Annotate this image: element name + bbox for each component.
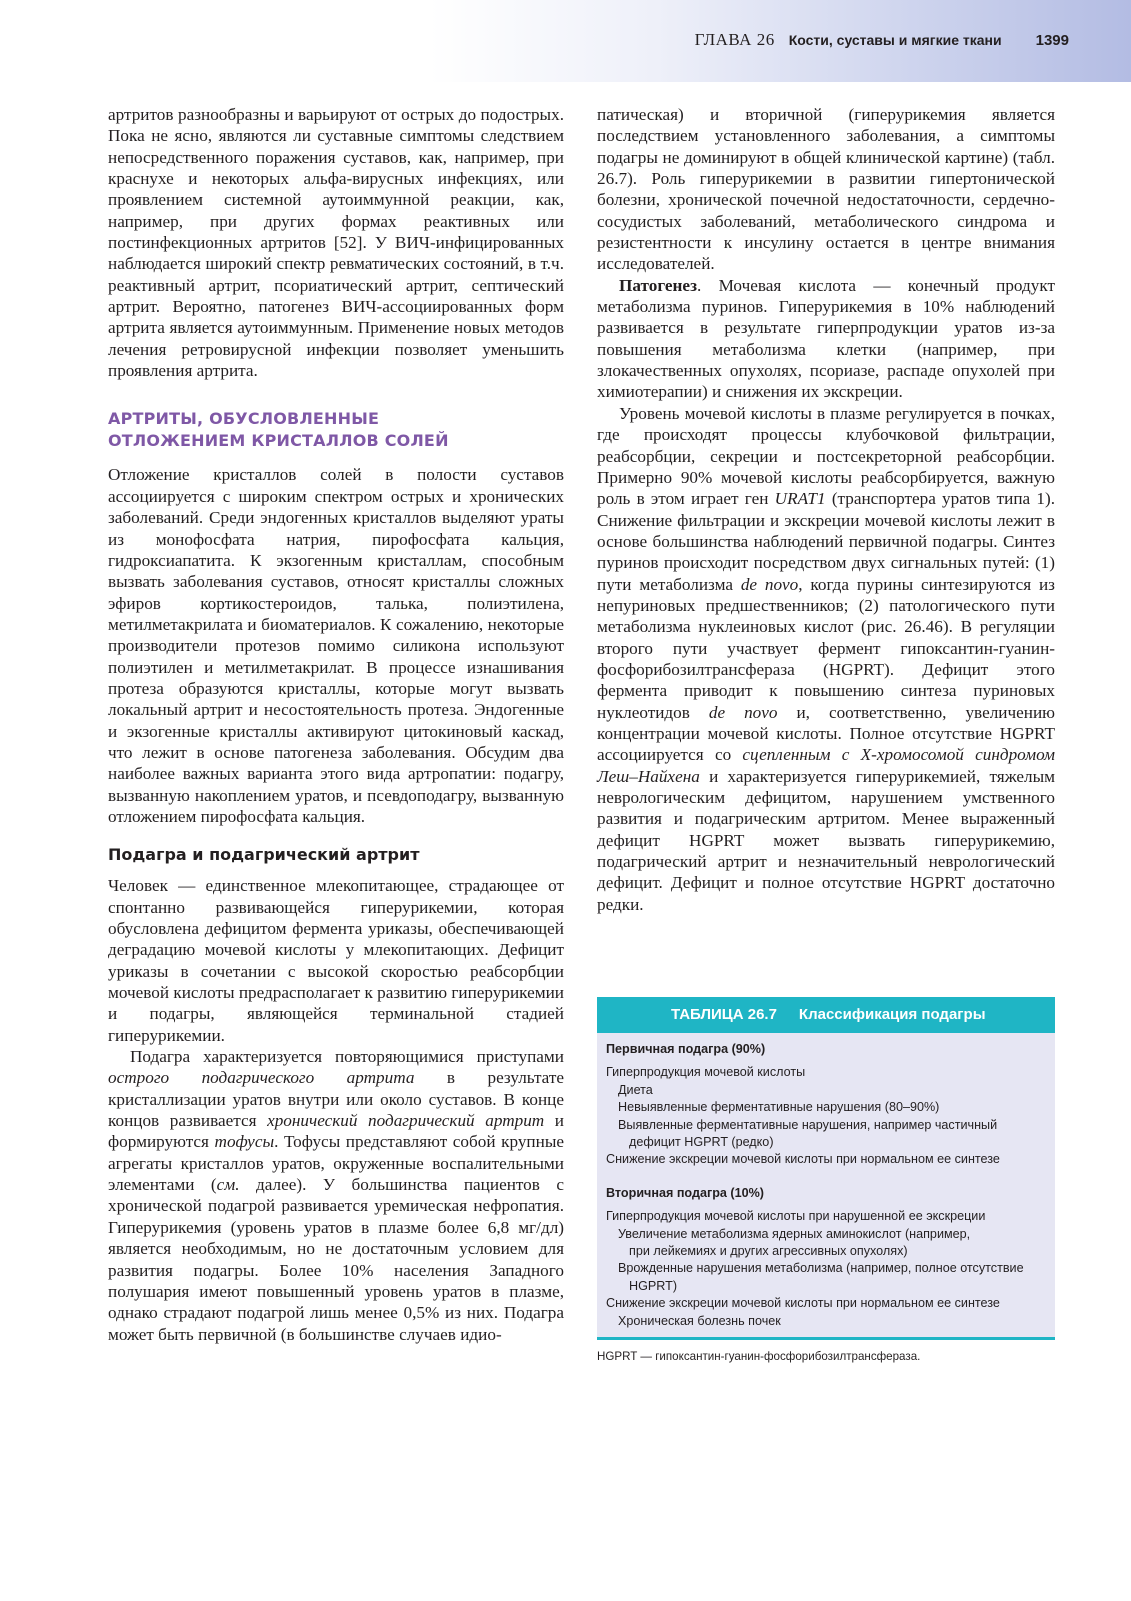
classification-table xyxy=(597,997,1055,1364)
run-in-heading: Патогенез xyxy=(619,275,697,295)
running-header xyxy=(695,30,1069,50)
table-row: HGPRT) xyxy=(629,1278,678,1293)
table-row: Диета xyxy=(618,1082,653,1097)
table-group-heading: Вторичная подагра (10%) xyxy=(606,1185,764,1200)
paragraph: Патогенез. Мочевая кислота — конечный продукт метаболизма пуринов. Гиперурикемия в 10% наблюдений развивается в результате гиперпродукции уратов из-за повышения метаболизма клетки (например, при злокачественных опухолях, псориазе, распаде опухолей при химиотерапии) и снижения их экскреции. xyxy=(597,275,1055,402)
header-chapter: ГЛАВА 26 xyxy=(694,30,775,49)
left-column xyxy=(108,104,564,1345)
table-row: Невыявленные ферментативные нарушения (80–90%) xyxy=(618,1100,940,1115)
table-row: Увеличение метаболизма ядерных аминокислот (например, xyxy=(618,1226,971,1241)
table-label: ТАБЛИЦА 26.7 xyxy=(671,1006,777,1023)
table-row: Выявленные ферментативные нарушения, например частичный xyxy=(618,1117,998,1132)
section-heading-line: АРТРИТЫ, ОБУСЛОВЛЕННЫЕ xyxy=(108,409,380,429)
table-row: Гиперпродукция мочевой кислоты xyxy=(606,1065,806,1080)
table-row: Хроническая болезнь почек xyxy=(618,1313,781,1328)
paragraph: Подагра характеризуется повторяющимися приступами острого подагрического артрита в результате кристаллизации уратов внутри или около суставов. В конце концов развивается хронический подагрический артрит и формируются тофусы. Тофусы представляют собой крупные агрегаты кристаллов уратов, окруженные воспалительными элементами (см. далее). У большинства пациентов с хронической подагрой развивается уремическая нефропатия. Гиперурикемия (уровень уратов в плазме более 6,8 мг/дл) является необходимым, но не достаточным условием для развития подагры. Более 10% населения Западного полушария имеют повышенный уровень уратов в плазме, однако страдают подагрой лишь менее 0,5% из них. Подагра может быть первичной (в большинстве случаев идио- xyxy=(108,1047,565,1344)
paragraph: Человек — единственное млекопитающее, страдающее от спонтанно развивающейся гиперурикемии, которая обусловлена дефицитом фермента уриказы, обеспечивающей деградацию мочевой кислоты у млекопитающих. Дефицит уриказы в сочетании с высокой скоростью реабсорбции мочевой кислоты предрасполагает к развитию гиперурикемии и подагры, являющейся терминальной стадией гиперурикемии. xyxy=(108,876,565,1045)
table-row: дефицит HGPRT (редко) xyxy=(629,1135,774,1150)
paragraph: Уровень мочевой кислоты в плазме регулируется в почках, где происходят процессы клубочковой фильтрации, реабсорбции, секреции и постсекреторной реабсорбции. Примерно 90% мочевой кислоты реабсорбируется, важную роль в этом играет ген URAT1 (транспортера уратов типа 1). Снижение фильтрации и экскреции мочевой кислоты лежит в основе большинства наблюдений первичной подагры. Синтез пуринов происходит посредством двух сигнальных путей: (1) пути метаболизма de novo, когда пурины синтезируются из непуриновых предшественников; (2) патологического пути метаболизма нуклеиновых кислот (рис. 26.46). В регуляции второго пути участвует фермент гипоксантин-гуанин-фосфорибозилтрансфераза (HGPRT). Дефицит этого фермента приводит к повышению синтеза пуриновых нуклеотидов de novo и, соответственно, увеличению концентрации мочевой кислоты. Полное отсутствие HGPRT ассоциируется со сцепленным с X-хромосомой синдромом Леш–Найхена и характеризуется гиперурикемией, тяжелым неврологическим дефицитом, нарушением умственного развития и подагрическим артритом. Менее выраженный дефицит HGPRT может вызвать гиперурикемию, подагрический артрит и незначительный неврологический дефицит. Дефицит и полное отсутствие HGPRT достаточно редки. xyxy=(597,403,1055,914)
table-row: Гиперпродукция мочевой кислоты при нарушенной ее экскреции xyxy=(606,1209,986,1224)
table-row: при лейкемиях и других агрессивных опухолях) xyxy=(629,1244,908,1259)
table-footnote: HGPRT — гипоксантин-гуанин-фосфорибозилтрансфераза. xyxy=(597,1350,921,1364)
header-section-title: Кости, суставы и мягкие ткани xyxy=(788,32,1002,48)
table-row: Врожденные нарушения метаболизма (например, полное отсутствие xyxy=(618,1261,1024,1276)
table-row: Снижение экскреции мочевой кислоты при нормальном ее синтезе xyxy=(606,1152,1000,1167)
table-group-heading: Первичная подагра (90%) xyxy=(606,1042,766,1056)
table-header xyxy=(597,997,1055,1033)
page-number: 1399 xyxy=(1035,32,1069,49)
paragraph: Отложение кристаллов солей в полости суставов ассоциируется с широким спектром острых и хронических заболеваний. Среди эндогенных кристаллов выделяют ураты из монофосфата натрия, пирофосфата кальция, гидроксиапатита. К экзогенным кристаллам, способным вызвать заболевания суставов, относят кристаллы сложных эфиров кортикостероидов, талька, полиэтилена, метилметакрилата и биоматериалов. К сожалению, некоторые производители протезов помимо силикона используют полиэтилен и метилметакрилат. В процессе изнашивания протеза образуются кристаллы, которые могут вызвать локальный артрит и несостоятельность протеза. Эндогенные и экзогенные кристаллы активируют цитокиновый каскад, что лежит в основе патогенеза заболевания. Обсудим два наиболее важных варианта этого вида артропатии: подагру, вызванную накоплением уратов, и псевдоподагру, вызванную отложением пирофосфата кальция. xyxy=(108,465,564,826)
subsection-heading: Подагра и подагрический артрит xyxy=(108,845,420,865)
right-column xyxy=(597,104,1055,915)
paragraph: артритов разнообразны и варьируют от острых до подострых. Пока не ясно, являются ли суставные симптомы следствием непосредственного поражения суставов, как, например, при краснухе и некоторых альфа-вирусных инфекциях, или проявлением системной аутоиммунной реакции, как, например, при других формах реактивных или постинфекционных артритов [52]. У ВИЧ-инфицированных наблюдается широкий спектр ревматических состояний, в т.ч. реактивный артрит, псориатический артрит, септический артрит. Вероятно, патогенез ВИЧ-ассоциированных форм артрита является аутоиммунным. Применение новых методов лечения ретровирусной инфекции позволяет уменьшить проявления артрита. xyxy=(108,105,564,381)
table-body xyxy=(597,1033,1055,1337)
section-heading-line: ОТЛОЖЕНИЕМ КРИСТАЛЛОВ СОЛЕЙ xyxy=(108,431,449,451)
paragraph: патическая) и вторичной (гиперурикемия является последствием установленного заболевания, а симптомы подагры не доминируют в общей клинической картине) (табл. 26.7). Роль гиперурикемии в развитии гипертонической болезни, хронической почечной недостаточности, сердечно-сосудистых заболеваний, метаболического синдрома и резистентности к инсулину остается в центре внимания исследователей. xyxy=(597,105,1055,274)
table-title: Классификация подагры xyxy=(798,1006,986,1023)
section-heading xyxy=(108,408,564,452)
table-bottom-rule xyxy=(597,1337,1055,1340)
table-row: Снижение экскреции мочевой кислоты при нормальном ее синтезе xyxy=(606,1296,1000,1311)
